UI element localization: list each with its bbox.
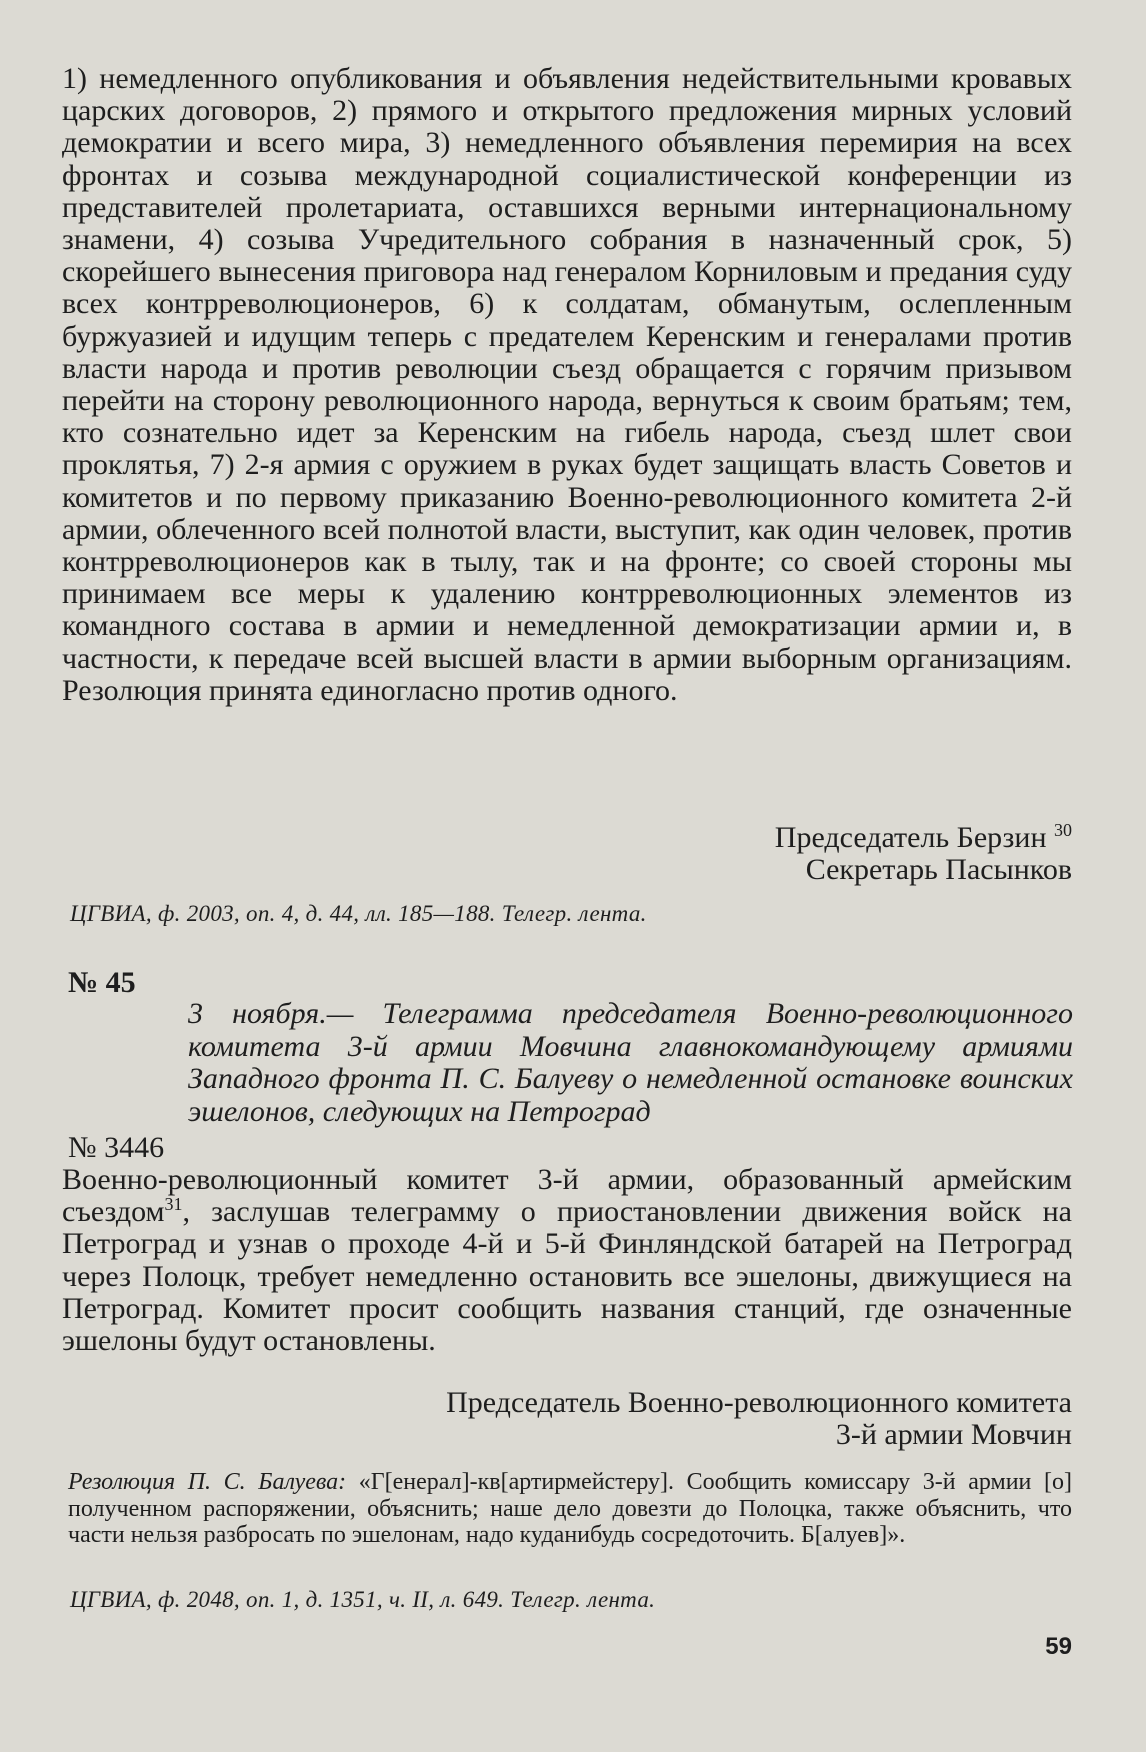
resolution-label: Резолюция П. С. Балуева: [68,1469,347,1495]
telegram-number: № 3446 [68,1131,165,1164]
footnote-30: 30 [1054,820,1072,840]
telegram-text-part-a: Военно-революционный комитет 3-й армии, образованный армейским съездом [62,1163,1072,1229]
page-number: 59 [1045,1633,1072,1660]
footnote-31: 31 [164,1194,183,1215]
signature-secretary: Секретарь Пасынков [805,853,1072,886]
telegram-text-part-b: , заслушав телеграмму о приостановлении движения войск на Петроград и узнав о проходе 4-й и 5-й Финляндской батарей на Петроград через Полоцк, требует немедленно остановить все эшелоны, движущиеся на Петроград. Комитет просит сообщить названия станций, где означенные эшелоны будут остановлены. [62,1195,1072,1358]
chairman-name: Председатель Берзин [774,821,1047,854]
resolution-note [68,1469,1072,1549]
signature-chairman [775,822,1072,854]
signature-committee-chair: Председатель Военно-революционного комитета [446,1386,1072,1419]
resolution-text: «Г[енерал]-кв[артирмейстеру]. Сообщить комиссару 3-й армии [о] полученном распоряжении, объяснить; наше дело довезти до Полоцка, также объяснить, что части нельзя разбросать по эшелонам, надо куданибудь сосредоточить. Б[алуев]». [68,1469,1072,1548]
body-paragraph: 1) немедленного опубликования и объявления недействительными кровавых царских договоров, 2) прямого и открытого предложения мирных условий демократии и всего мира, 3) немедленного объявления перемирия на всех фронтах и созыва международной социалистической конференции из представителей пролетариата, оставшихся верными интернациональному знамени, 4) созыва Учредительного собрания в назначенный срок, 5) скорейшего вынесения приговора над генералом Корниловым и предания суду всех контрреволюционеров, 6) к солдатам, обманутым, ослепленным буржуазией и идущим теперь с предателем Керенским и генералами против власти народа и против революции съезд обращается с горячим призывом перейти на сторону революционного народа, вернуться к своим братьям; тем, кто сознательно идет за Керенским на гибель народа, съезд шлет свои проклятья, 7) 2-я армия с оружием в руках будет защищать власть Советов и комитетов и по первому приказанию Военно-революционного комитета 2-й армии, облеченного всей полнотой власти, выступит, как один человек, против контрреволюционеров как в тылу, так и на фронте; со своей стороны мы принимаем все меры к удалению контрреволюционных элементов из командного состава в армии и немедленной демократизации армии и, в частности, к передаче всей высшей власти в армии выборным организациям. Резолюция принята единогласно против одного. [62,62,1072,707]
archive-source-1: ЦГВИА, ф. 2003, оп. 4, д. 44, лл. 185—188. Телегр. лента. [70,901,647,926]
telegram-text [62,1164,1072,1357]
archive-source-2: ЦГВИА, ф. 2048, оп. 1, д. 1351, ч. II, л. 649. Телегр. лента. [70,1587,656,1612]
document-number: № 45 [68,966,136,999]
signature-committee-name: 3-й армии Мовчин [835,1418,1072,1451]
document-heading: 3 ноября.— Телеграмма председателя Военно-революционного комитета 3-й армии Мовчина главнокомандующему армиями Западного фронта П. С. Балуеву о немедленной остановке воинских эшелонов, следующих на Петроград [188,997,1073,1128]
